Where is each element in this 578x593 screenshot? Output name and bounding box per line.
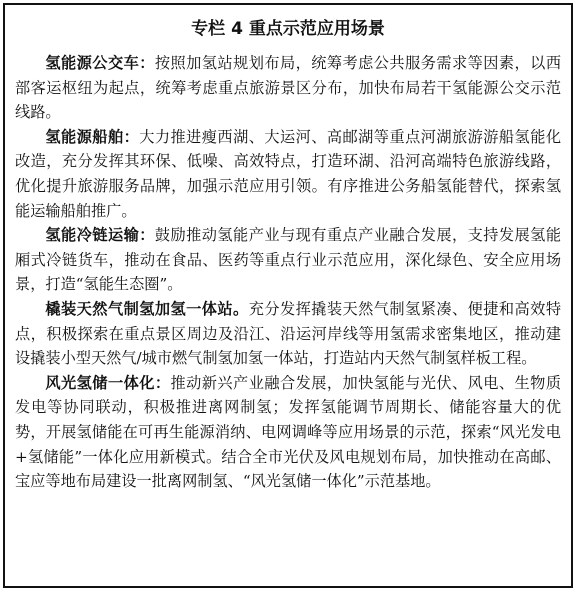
section-text: 推动新兴产业融合发展，加快氢能与光伏、风电、生物质发电等协同联动，积极推进离网制氢；发挥氢能调节周期长、储能容量大的优势，开展氢储能在可再生能源消纳、电网调峰等应用场景的示范，探索“风光发电+氢储能”一体化应用新模式。结合全市光伏及风电规划布局，加快推动在高邮、宝应等地布局建设一批离网制氢、“风光氢储一体化”示范基地。	[15, 373, 562, 491]
section-text: 充分发挥撬装天然气制氢紧凑、便捷和高效特点，积极探索在重点景区周边及沿江、沿运河岸线等用氢需求密集地区，推动建设撬装小型天然气/城市燃气制氢加氢一体站，打造站内天然气制氢样板工程。	[15, 299, 562, 368]
section-heading: 风光氢储一体化：	[45, 373, 171, 392]
column-box	[3, 3, 573, 588]
section-text: 鼓励推动氢能产业与现有重点产业融合发展，支持发展氢能厢式冷链货车，推动在食品、医药等重点行业示范应用，深化绿色、安全应用场景，打造“氢能生态圈”。	[15, 226, 562, 294]
section-hydrogen-bus	[15, 51, 561, 125]
section-heading: 橇装天然气制氢加氢一体站。	[45, 299, 249, 318]
column-title: 专栏 4 重点示范应用场景	[191, 19, 385, 39]
section-skid-station	[15, 297, 561, 371]
section-hydrogen-ship	[15, 125, 561, 223]
section-text: 按照加氢站规划布局，统筹考虑公共服务需求等因素，以西部客运枢纽为起点，统筹考虑重点旅游景区分布，加快布局若干氢能源公交示范线路。	[15, 54, 562, 122]
section-heading: 氢能冷链运输：	[45, 226, 155, 245]
section-heading: 氢能源船舶：	[45, 127, 140, 146]
section-text: 大力推进瘦西湖、大运河、高邮湖等重点河湖旅游游船氢能化改造，充分发挥其环保、低噪、高效特点，打造环湖、沿河高端特色旅游线路，优化提升旅游服务品牌，加强示范应用引领。有序推进公务船氢能替代，探索氢能运输船舶推广。	[15, 127, 562, 220]
section-wind-solar-hydrogen	[15, 371, 561, 494]
section-heading: 氢能源公交车：	[45, 54, 155, 72]
section-hydrogen-cold-chain	[15, 223, 561, 297]
